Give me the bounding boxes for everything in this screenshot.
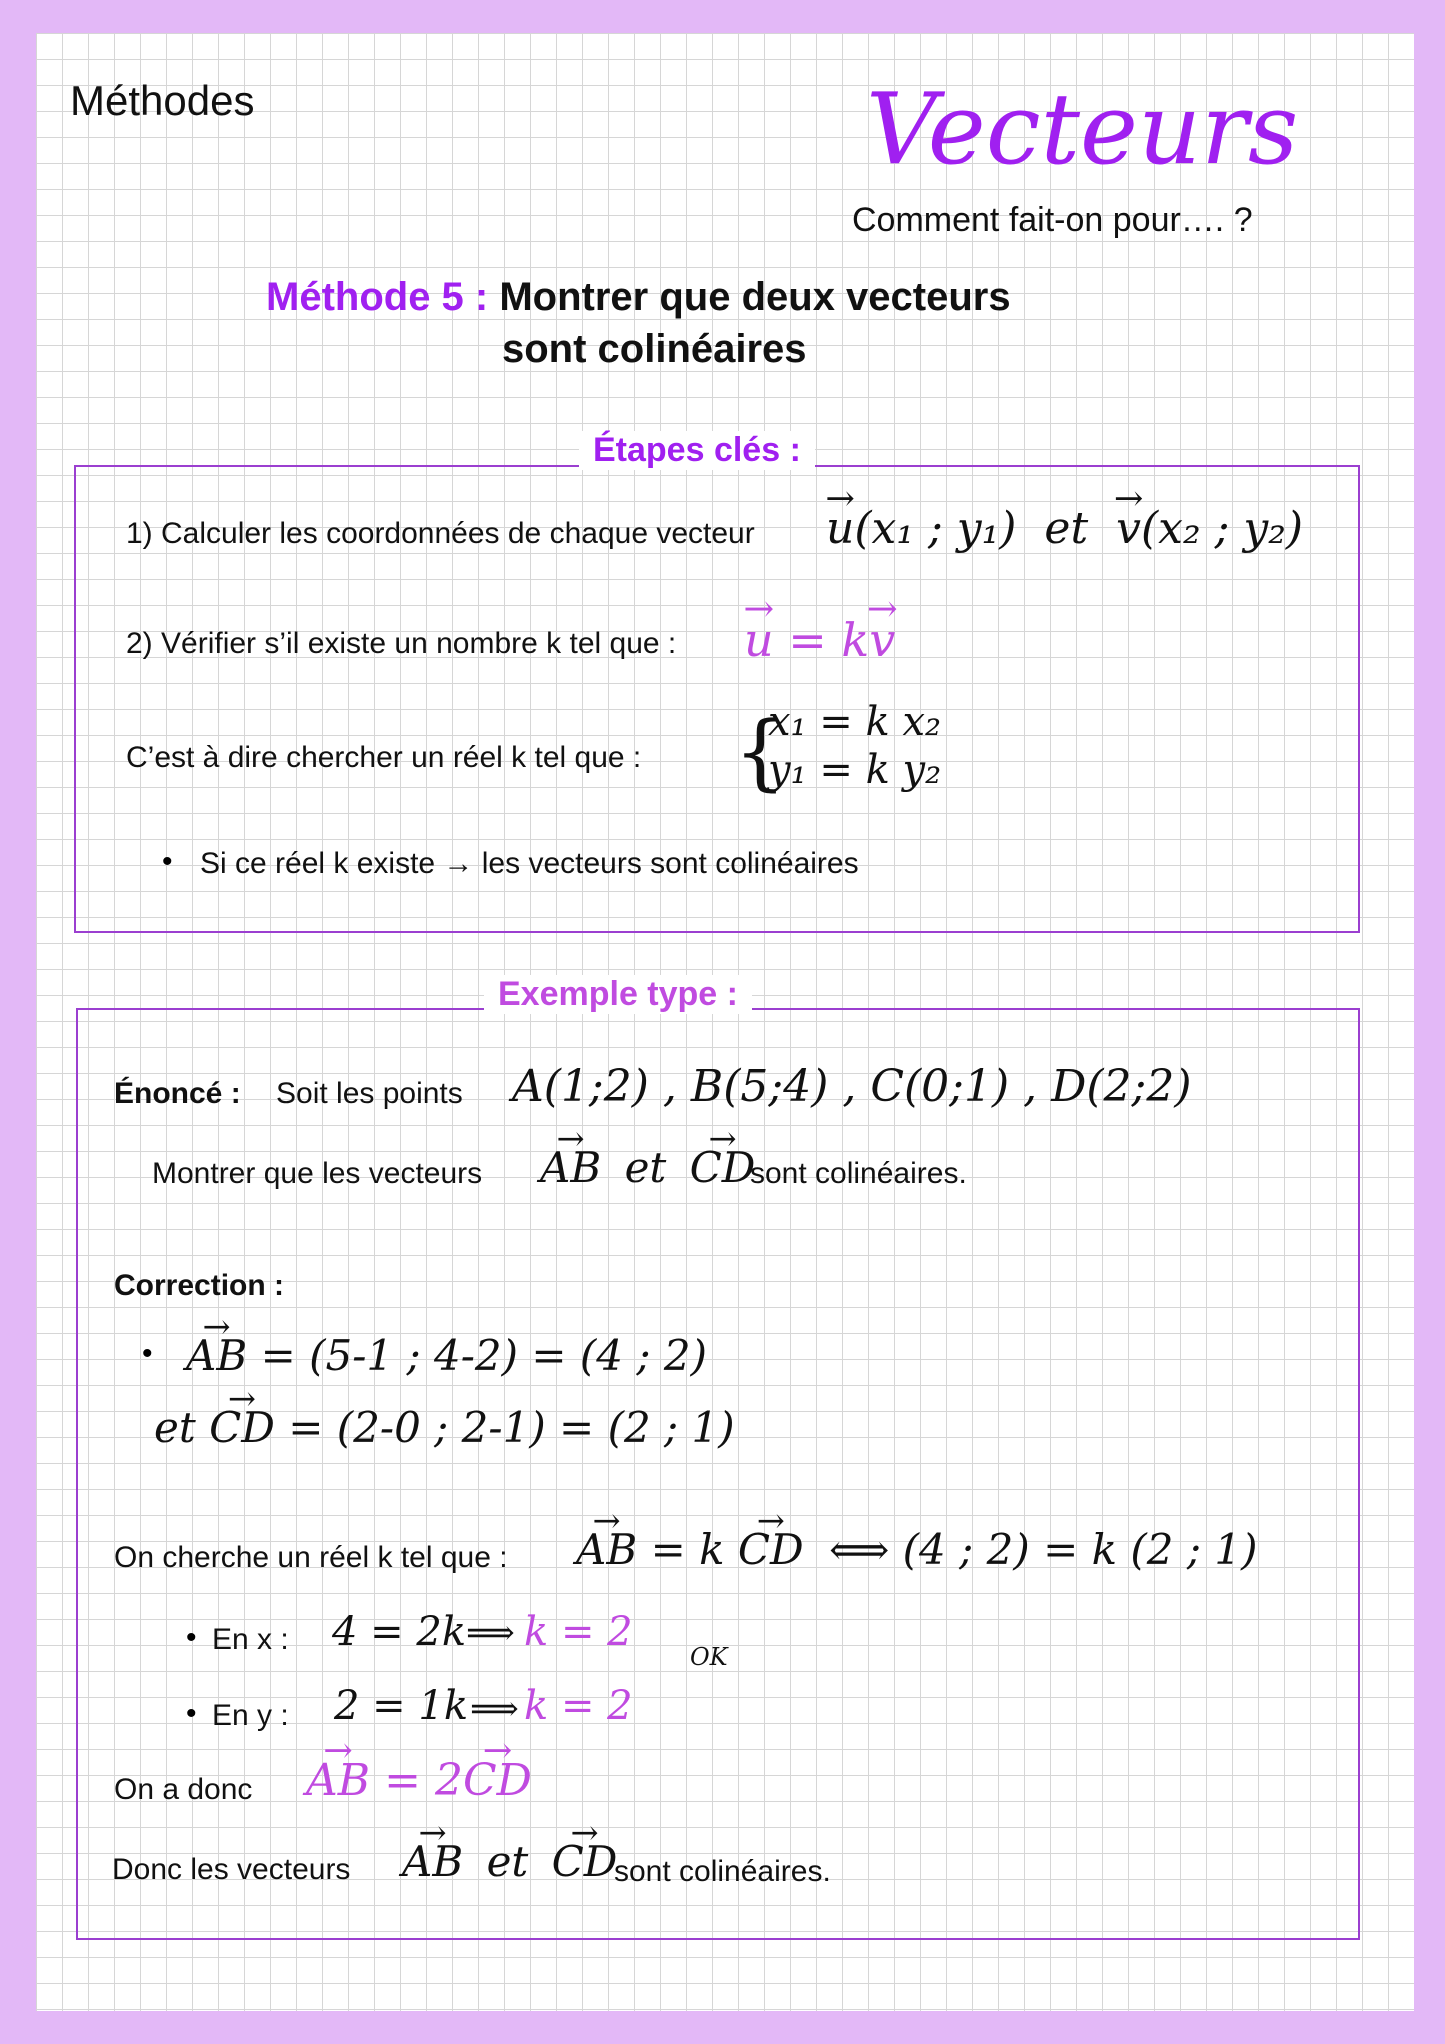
vector-ab: → AB: [186, 1331, 247, 1380]
conclusion-end: sont colinéaires.: [614, 1855, 831, 1888]
ex-x-result: k = 2: [524, 1609, 633, 1655]
calc-cd-rest: = (2-0 ; 2-1) = (2 ; 1): [288, 1403, 735, 1452]
step3-text: C’est à dire chercher un réel k tel que :: [126, 741, 642, 774]
calc-ab-rest: = (5-1 ; 4-2) = (4 ; 2): [260, 1331, 707, 1380]
system-line1: x₁ = k x₂: [768, 699, 942, 745]
and-word: et: [486, 1837, 529, 1886]
method-title-line2: sont colinéaires: [502, 327, 807, 371]
ex-x-arrow: ⟹: [466, 1613, 515, 1653]
show-vectors: [540, 1143, 755, 1192]
ex-y-equation: 2 = 1k: [334, 1683, 469, 1729]
vector-ab: → AB: [540, 1143, 601, 1192]
statement-intro: Soit les points: [276, 1077, 463, 1110]
vector-u: → u: [826, 503, 854, 554]
ex-x-label: En x :: [212, 1623, 289, 1656]
bullet-dot: •: [162, 845, 173, 878]
vector-ab: → AB: [402, 1837, 463, 1886]
conclusion-vectors: [402, 1837, 617, 1886]
therefore-equation: [306, 1755, 532, 1806]
colinear-text: sont colinéaires.: [750, 1157, 967, 1190]
points-list: A(1;2) , B(5;4) , C(0;1) , D(2;2): [512, 1061, 1192, 1112]
show-text-label: Montrer que les vecteurs: [152, 1157, 483, 1190]
ex-y-result: k = 2: [524, 1683, 633, 1729]
example-heading: Exemple type :: [484, 975, 752, 1014]
search-equation: [576, 1525, 1257, 1574]
vector-cd: → CD: [209, 1403, 275, 1452]
calc-cd: [154, 1403, 735, 1452]
method-title-line1: [266, 275, 1011, 320]
steps-heading: Étapes clés :: [579, 431, 815, 470]
bullet-text: Si ce réel k existe → les vecteurs sont colinéaires: [200, 847, 859, 880]
bullet-dot: •: [186, 1621, 197, 1654]
system-brace: {: [734, 705, 787, 800]
bullet-dot: •: [142, 1337, 153, 1370]
therefore-eq: = 2: [384, 1755, 463, 1806]
vector-v: → v: [869, 613, 895, 667]
page-title: Vecteurs: [866, 73, 1299, 187]
search-eq-mid: = k: [650, 1525, 725, 1574]
therefore-text: On a donc: [114, 1773, 253, 1806]
ex-x-equation: 4 = 2k: [332, 1609, 467, 1655]
and-word: et: [624, 1143, 667, 1192]
show-text: [152, 1157, 482, 1191]
calc-cd-prefix: et: [154, 1403, 196, 1452]
bullet-dot: •: [186, 1697, 197, 1730]
step1-text: 1) Calculer les coordonnées de chaque vecteur: [126, 517, 755, 550]
vector-cd: → CD: [463, 1755, 532, 1806]
vector-cd: → CD: [738, 1525, 804, 1574]
section-label: Méthodes: [70, 77, 255, 124]
vector-cd: → CD: [690, 1143, 756, 1192]
ok-note: OK: [690, 1643, 728, 1671]
step2-equation: [744, 613, 895, 667]
statement-label: Énoncé :: [114, 1077, 241, 1110]
v-coords: (x₂ ; y₂): [1141, 503, 1304, 554]
search-eq-rest: ⟺ (4 ; 2) = k (2 ; 1): [829, 1525, 1258, 1574]
vector-ab: → AB: [576, 1525, 637, 1574]
ex-y-arrow: ⟹: [470, 1689, 519, 1729]
conclusion-text: Donc les vecteurs: [112, 1853, 351, 1886]
step2-text: 2) Vérifier s’il existe un nombre k tel que :: [126, 627, 677, 660]
vector-cd: → CD: [552, 1837, 618, 1886]
method-label: Méthode 5 :: [266, 275, 489, 319]
step1-vectors: [826, 503, 1303, 554]
equals-k: = k: [788, 613, 870, 667]
grid-paper-sheet: [36, 33, 1414, 2011]
page-subtitle: Comment fait-on pour…. ?: [852, 201, 1253, 239]
vector-u: → u: [744, 613, 774, 667]
calc-ab: [186, 1331, 707, 1380]
search-text: On cherche un réel k tel que :: [114, 1541, 508, 1574]
ex-y-label: En y :: [212, 1699, 289, 1732]
system-line2: y₁ = k y₂: [768, 747, 942, 793]
correction-label: Correction :: [114, 1269, 285, 1302]
u-coords: (x₁ ; y₁): [854, 503, 1017, 554]
vector-ab: → AB: [306, 1755, 370, 1806]
method-title-text: Montrer que deux vecteurs: [499, 275, 1011, 319]
and-word: et: [1044, 503, 1089, 554]
vector-v: → v: [1116, 503, 1141, 554]
